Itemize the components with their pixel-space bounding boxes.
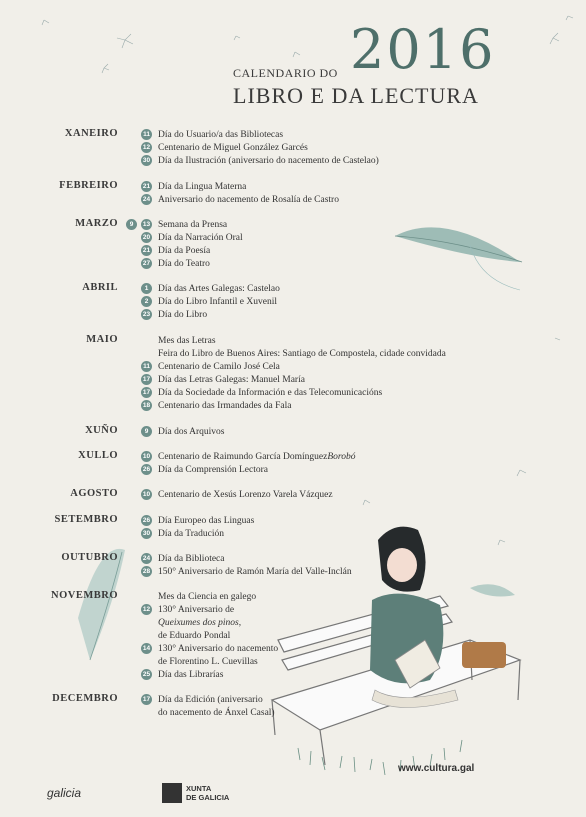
day-badge: 12: [142, 606, 151, 613]
event-row: [141, 514, 254, 527]
event-text: Día da Tradución: [158, 528, 224, 539]
event-text: Centenario das Irmandades da Fala: [158, 400, 292, 411]
day-badge: 23: [142, 311, 151, 318]
event-row: [141, 668, 223, 681]
day-badge: 12: [142, 144, 151, 151]
day-badge: 25: [142, 671, 151, 678]
event-text: Centenario de Miguel González Garcés: [158, 142, 308, 153]
event-row: [141, 527, 224, 540]
day-badge: 10: [142, 491, 151, 498]
day-badge: 10: [142, 453, 151, 460]
day-badge: 24: [142, 555, 151, 562]
event-row: [141, 141, 308, 154]
event-text: Día da Sociedade da Información e das Telecomunicacións: [158, 387, 383, 398]
event-text: Día das Librarías: [158, 669, 224, 680]
event-row: [158, 334, 216, 347]
xunta-emblem-icon: [162, 783, 182, 803]
event-text: de Florentino L. Cuevillas: [158, 656, 258, 667]
day-badge: 17: [142, 389, 151, 396]
event-row: [141, 154, 379, 167]
day-badge: 30: [142, 157, 151, 164]
month-febreiro: FEBREIRO: [59, 180, 118, 191]
event-text: 130° Aniversario do nacemento: [158, 643, 279, 654]
month-outubro: OUTUBRO: [61, 552, 118, 563]
event-row: [141, 231, 243, 244]
event-row: [141, 295, 277, 308]
event-text: Día da Poesía: [158, 245, 211, 256]
event-row: [141, 693, 263, 706]
event-text: Día da Edición (aniversario: [158, 694, 263, 705]
event-row: [141, 360, 280, 373]
event-text: de Eduardo Pondal: [158, 630, 231, 641]
event-row: [141, 218, 227, 231]
event-text: Centenario de Raimundo García Domínguez: [158, 451, 328, 462]
month-xuno: XUÑO: [85, 425, 118, 436]
galicia-logo: galicia: [47, 786, 82, 800]
event-row: [141, 488, 333, 501]
event-text: Día do Teatro: [158, 258, 210, 269]
event-text: Día da Narración Oral: [158, 232, 243, 243]
event-row: [158, 629, 230, 642]
event-row: [141, 565, 352, 578]
xunta-text: [186, 784, 229, 802]
event-text-italic: Queixumes dos pinos,: [158, 617, 242, 628]
day-badge: 11: [141, 361, 152, 372]
event-text: Día da Lingua Materna: [158, 181, 247, 192]
feather-left: [78, 549, 125, 660]
event-text: do nacemento de Ánxel Casal): [158, 707, 275, 718]
month-xaneiro: XANEIRO: [64, 128, 118, 139]
event-row: [141, 642, 278, 655]
header-subtitle: CALENDARIO DO: [233, 66, 338, 80]
header-title: LIBRO E DA LECTURA: [233, 83, 479, 108]
day-badge: 2: [141, 296, 152, 307]
event-text: Centenario de Xesús Lorenzo Varela Vázquez: [158, 489, 333, 500]
event-text: Mes das Letras: [158, 335, 216, 346]
day-badge: 9: [126, 219, 137, 230]
event-text: Centenario de Camilo José Cela: [158, 361, 280, 372]
month-agosto: AGOSTO: [70, 488, 118, 499]
event-row: [141, 244, 210, 257]
event-text: Día do Libro: [158, 309, 208, 320]
day-badge: 1: [141, 283, 152, 294]
month-maio: MAIO: [86, 334, 118, 345]
day-badge: 24: [142, 196, 151, 203]
event-text: Día da Biblioteca: [158, 553, 225, 564]
day-badge: 17: [142, 696, 151, 703]
month-xullo: XULLO: [78, 450, 118, 461]
day-badge: 26: [142, 517, 151, 524]
day-badge: 9: [141, 426, 152, 437]
event-text: Semana da Prensa: [158, 219, 228, 230]
month-abril: ABRIL: [82, 282, 118, 293]
event-row: [141, 193, 339, 206]
event-text: 150° Aniversario de Ramón María del Valle-Inclán: [158, 566, 352, 577]
event-row: [158, 706, 275, 719]
event-text-italic: Borobó: [327, 451, 356, 462]
website-link[interactable]: www.cultura.gal: [398, 763, 475, 774]
event-text: Día das Artes Galegas: Castelao: [158, 283, 280, 294]
event-row: [141, 373, 305, 386]
xunta-line2: DE GALICIA: [186, 793, 230, 802]
header-year: 2016: [350, 18, 496, 81]
event-row: [141, 603, 234, 616]
day-badge: 18: [142, 402, 151, 409]
month-decembro: DECEMBRO: [52, 693, 118, 704]
event-row: [158, 616, 241, 629]
event-text: Aniversario do nacemento de Rosalía de Castro: [158, 194, 339, 205]
event-row: [141, 257, 210, 270]
event-row: [141, 399, 291, 412]
xunta-logo: [162, 783, 229, 803]
event-text: Día das Letras Galegas: Manuel María: [158, 374, 305, 385]
event-row: [158, 347, 446, 360]
event-row: [141, 308, 207, 321]
event-row: [158, 655, 258, 668]
event-row: [141, 552, 224, 565]
event-row: [141, 463, 268, 476]
day-badge: 21: [142, 247, 151, 254]
event-row: [141, 425, 225, 438]
day-badge: 14: [142, 645, 151, 652]
xunta-line1: XUNTA: [186, 784, 212, 793]
day-badge: 30: [142, 530, 151, 537]
event-text: Feira do Libro de Buenos Aires: Santiago de Compostela, cidade convidada: [158, 348, 446, 359]
day-badge: 17: [142, 376, 151, 383]
event-text: Día dos Arquivos: [158, 426, 225, 437]
side-credit: [4, 529, 8, 530]
event-text: 130° Aniversario de: [158, 604, 235, 615]
day-badge: 28: [142, 568, 151, 575]
event-row: [158, 590, 256, 603]
event-text: Día do Libro Infantil e Xuvenil: [158, 296, 277, 307]
day-badge: 27: [142, 260, 151, 267]
event-row: [141, 386, 382, 399]
event-text: Día Europeo das Linguas: [158, 515, 255, 526]
month-setembro: SETEMBRO: [54, 514, 118, 525]
event-text: Mes da Ciencia en galego: [158, 591, 257, 602]
event-text: Día da Comprensión Lectora: [158, 464, 269, 475]
month-novembro: NOVEMBRO: [51, 590, 118, 601]
month-marzo: MARZO: [75, 218, 118, 229]
event-text: Día da Ilustración (aniversario do nacemento de Castelao): [158, 155, 379, 166]
event-row: [141, 282, 280, 295]
day-badge: 11: [141, 129, 152, 140]
day-badge: 26: [142, 466, 151, 473]
event-row: [141, 450, 356, 463]
day-badge: 21: [142, 183, 151, 190]
day-badge: 13: [142, 221, 151, 228]
event-row: [141, 180, 246, 193]
feather-top-right: [395, 227, 522, 290]
event-text: Día do Usuario/a das Bibliotecas: [158, 129, 284, 140]
event-row: [141, 128, 283, 141]
day-badge: 20: [142, 234, 151, 241]
